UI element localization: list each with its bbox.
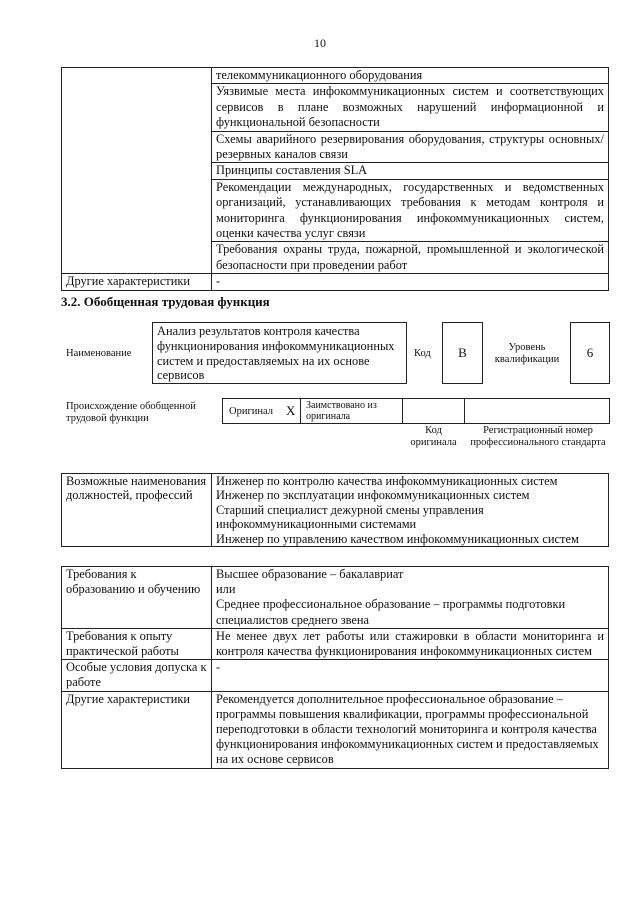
original-label: Оригинал: [229, 406, 273, 417]
name-label: Наименование: [66, 348, 132, 359]
text-line: Рекомендуется дополнительное профессиональное образование – программы повышения квалификации, программы профессиональной переподготовки в области технологий мониторинга и контроля качества функционирования инфокоммуникационных систем и предоставляемых на их основе сервисов: [216, 691, 599, 767]
table-row: [62, 274, 609, 290]
table-row: [62, 691, 609, 768]
requirements-table: [61, 566, 609, 769]
function-name-value: Анализ результатов контроля качества функционирования инфокоммуникационных систем и предоставляемых на их основе сервисов: [157, 324, 395, 383]
table-cell-label: Требования к опыту практической работы: [62, 628, 212, 659]
table-row: [62, 474, 609, 547]
table-cell-label: Особые условия допуска к работе: [62, 660, 212, 691]
level-value: 6: [586, 345, 594, 360]
original-mark: X: [286, 403, 296, 418]
code-value: B: [458, 345, 467, 360]
table-cell-text: -: [212, 274, 609, 290]
original-box: [222, 398, 301, 424]
positions-list: [212, 474, 609, 547]
reg-number-label: Регистрационный номер профессионального стандарта: [470, 425, 606, 448]
table-cell-text: [212, 567, 609, 629]
table-row: [62, 660, 609, 691]
table-cell-label: Другие характеристики: [62, 691, 212, 768]
text-line: или: [216, 582, 236, 597]
text-line: -: [216, 660, 221, 675]
table-row: [62, 567, 609, 629]
table-cell-text: Требования охраны труда, пожарной, промышленной и экологической безопасности при проведении работ: [212, 242, 609, 274]
function-name-box: [152, 322, 407, 384]
borrowed-box: [300, 398, 403, 424]
original-code-box: [402, 398, 465, 424]
table-cell-label: Возможные наименования должностей, профессий: [62, 474, 212, 547]
table-cell-text: Уязвимые места инфокоммуникационных систем и соответствующих сервисов в плане возможных нарушений информационной и функциональной безопасности: [212, 84, 609, 131]
reg-number-box: [464, 398, 610, 424]
table-cell-text: [212, 660, 609, 691]
text-line: Не менее двух лет работы или стажировки в области мониторинга и контроля качества функционирования инфокоммуникационных систем: [216, 628, 604, 659]
code-value-box: [442, 322, 483, 384]
origin-label: Происхождение обобщенной трудовой функции: [66, 401, 196, 424]
section-title: 3.2. Обобщенная трудовая функция: [61, 294, 270, 309]
level-label: Уровень квалификации: [494, 342, 560, 365]
text-line: Среднее профессиональное образование – программы подготовки специалистов среднего звена: [216, 597, 566, 627]
table-row: [62, 68, 609, 84]
list-item: Старший специалист дежурной смены управления инфокоммуникационными системами: [216, 502, 484, 532]
table-cell-label: Другие характеристики: [62, 274, 212, 290]
level-value-box: [570, 322, 610, 384]
borrowed-label: Заимствовано из оригинала: [306, 400, 377, 422]
list-item: Инженер по эксплуатации инфокоммуникационных систем: [216, 488, 530, 503]
positions-table: [61, 473, 609, 547]
knowledge-table: [61, 67, 609, 291]
table-row: [62, 628, 609, 659]
table-cell-text: [212, 691, 609, 768]
table-cell-text: Рекомендации международных, государственных и ведомственных организаций, устанавливающих требования к методам контроля и мониторинга функционирования инфокоммуникационных систем, оценки качества услуг связи: [212, 179, 609, 242]
table-cell-text: телекоммуникационного оборудования: [212, 68, 609, 84]
list-item: Инженер по контролю качества инфокоммуникационных систем: [216, 474, 558, 488]
table-cell-label: [62, 68, 212, 274]
page-number: 10: [314, 36, 326, 50]
text-line: Высшее образование – бакалавриат: [216, 567, 404, 581]
table-cell-text: Принципы составления SLA: [212, 163, 609, 179]
list-item: Инженер по управлению качеством инфокоммуникационных систем: [216, 531, 579, 546]
code-original-label: Код оригинала: [410, 425, 457, 448]
code-label: Код: [414, 348, 431, 359]
table-cell-text: [212, 628, 609, 659]
table-cell-label: Требования к образованию и обучению: [62, 567, 212, 629]
table-cell-text: Схемы аварийного резервирования оборудования, структуры основных/резервных каналов связи: [212, 131, 609, 163]
